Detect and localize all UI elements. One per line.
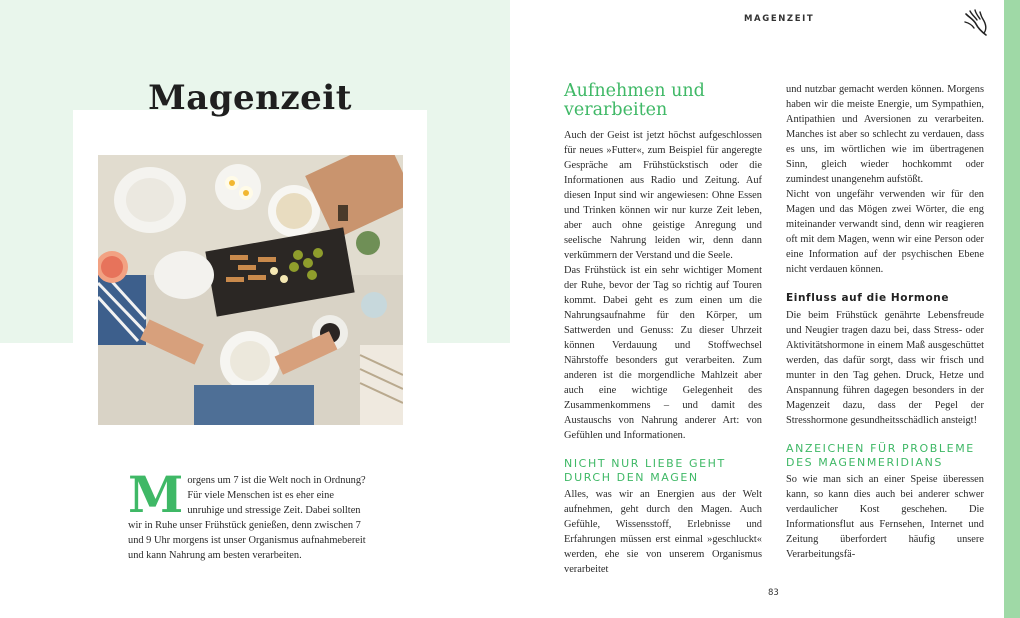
paragraph: Nicht von ungefähr verwenden wir für den Magen und das Mögen zwei Wörter, die eng miteinander verwandt sind, denn wir reagieren oft mit dem Magen, wenn wir eine Person oder eine Information auf der psychischen Ebene nicht verdauen können. xyxy=(786,189,984,275)
section-heading-aufnehmen: Aufnehmen und verarbeiten xyxy=(564,81,705,120)
running-head: MAGENZEIT xyxy=(744,14,815,24)
intro-paragraph xyxy=(128,465,373,563)
page-title: Magenzeit xyxy=(148,78,352,118)
section-heading-liebe: NICHT NUR LIEBE GEHT DURCH DEN MAGEN xyxy=(564,457,726,484)
paragraph: Die beim Frühstück genährte Lebensfreude und Neugier tragen dazu bei, dass Stress- oder Aktivitätshormone in einem Maß ausgeschüttet werden, das dafür sorgt, dass wir frisch und munter in den Tag gehen. Druck, Hetze und Anspannung führen dagegen besonders in der Magenzeit dazu, dass der Pegel der Stresshormone gesundheitsschädlich ansteigt! xyxy=(786,310,984,426)
drop-cap: M xyxy=(128,465,184,524)
paragraph: Alles, was wir an Energien aus der Welt aufnehmen, geht durch den Magen. Auch Gefühle, Wissensstoff, Erlebnisse und Erfahrungen müssen erst einmal »geschluckt« werden, ehe sie von unserem Organismus verarbeitet xyxy=(564,489,762,575)
breakfast-photo xyxy=(98,155,403,425)
text-column-1 xyxy=(564,82,762,577)
paragraph: und nutzbar gemacht werden können. Morgens haben wir die meiste Energie, um Sympathien, Antipathien und Aversionen zu verarbeiten. Manches ist aber so schlecht zu verdauen, dass es uns, im wörtlichen wie im übertragenen Sinn, gleich wieder hochkommt oder zumindest unangenehm aufstößt. xyxy=(786,84,984,185)
page-edge-tab xyxy=(1004,0,1020,618)
paragraph: Das Frühstück ist ein sehr wichtiger Moment der Ruhe, bevor der Tag so richtig auf Touren kommt. Dabei geht es zum einen um die Nahrungsaufnahme für den Körper, um Sattwerden und Genuss: Zu dieser Uhrzeit können Verdauung und Stoffwechsel Nährstoffe besonders gut verarbeiten. Zum anderen ist die morgendliche Mahlzeit aber auch eine wichtige Gelegenheit des Zusammenkommens – und damit des Austauschs von Nahrung anderer Art: von Gefühlen und Informationen. xyxy=(564,265,762,441)
intro-text: orgens um 7 ist die Welt noch in Ordnung? Für viele Menschen ist es eher eine unruhige und stressige Zeit. Dabei sollten wir in Ruhe unser Frühstück genießen, denn zwischen 7 und 9 Uhr morgens ist unser Organismus aufnahmebereit und kann Nahrung am besten verarbeiten. xyxy=(128,475,366,561)
page-number: 83 xyxy=(768,588,779,598)
text-column-2 xyxy=(786,82,984,562)
paragraph: Auch der Geist ist jetzt höchst aufgeschlossen für neues »Futter«, zum Beispiel für angeregte Gespräche am Frühstückstisch oder die Informationen aus Radio und Zeitung. Auf diesen Input sind wir angewiesen: Ohne Essen und Trinken können wir nur kurze Zeit leben, aber auch ohne geistige Anregung und seelische Nahrung leiden wir, denn dann verkümmern der Verstand und die Seele. xyxy=(564,130,762,261)
paragraph: So wie man sich an einer Speise überessen kann, so kann dies auch bei anderer schwer verdaulicher Kost geschehen. Die Informationsflut aus Fernsehen, Internet und Zeitung überfordert häufig unsere Verarbeitungsfä- xyxy=(786,474,984,560)
hand-logo-icon xyxy=(962,8,990,38)
section-heading-anzeichen: ANZEICHEN FÜR PROBLEME DES MAGENMERIDIANS xyxy=(786,442,975,469)
right-page xyxy=(510,0,1020,618)
section-heading-hormone: Einfluss auf die Hormone xyxy=(786,292,950,304)
